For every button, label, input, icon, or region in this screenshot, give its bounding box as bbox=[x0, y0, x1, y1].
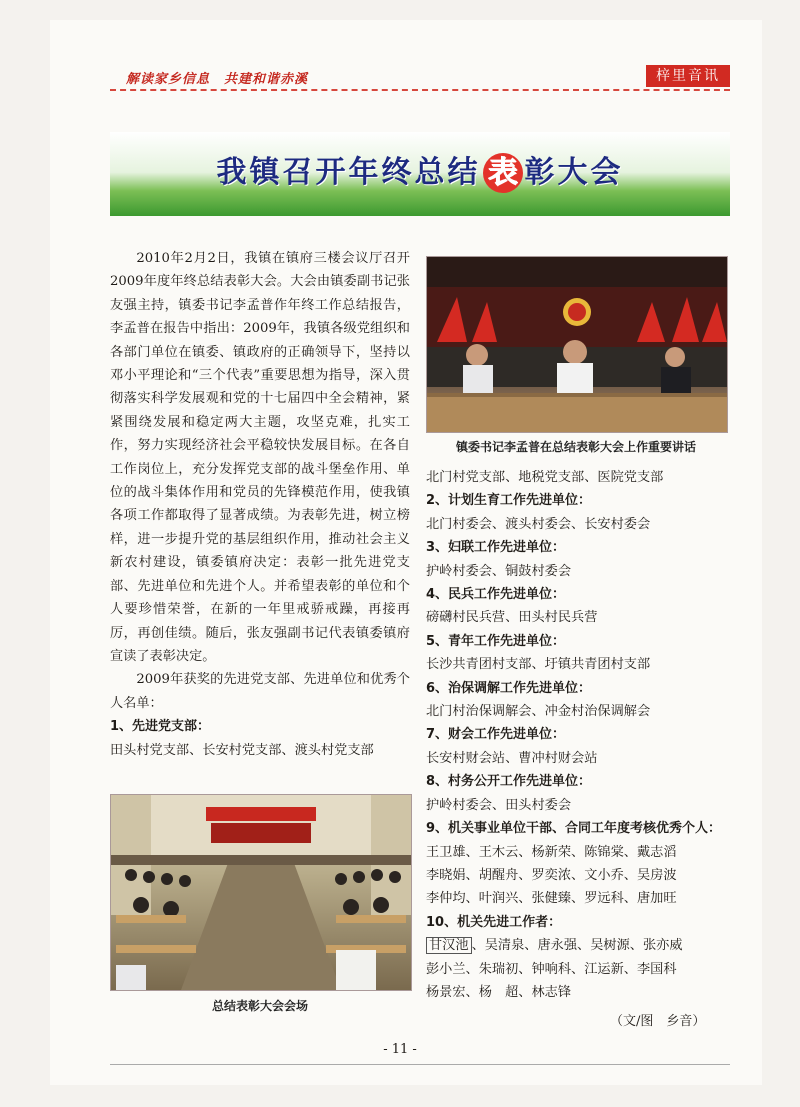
list-heading-4: 4、民兵工作先进单位： bbox=[426, 587, 566, 603]
page-header bbox=[110, 65, 730, 89]
footer-divider bbox=[110, 1064, 730, 1065]
header-divider bbox=[110, 89, 730, 91]
list-heading-7: 7、财会工作先进单位： bbox=[426, 727, 566, 743]
speech-photo bbox=[426, 256, 728, 433]
venue-photo-caption: 总结表彰大会会场 bbox=[211, 999, 308, 1013]
list-line: 北门村委会、渡头村委会、长安村委会 bbox=[426, 516, 651, 532]
list-heading-3: 3、妇联工作先进单位： bbox=[426, 540, 566, 556]
list-line: 护岭村委会、铜鼓村委会 bbox=[426, 563, 572, 579]
header-slogan: 解读家乡信息 共建和谐赤溪 bbox=[126, 72, 309, 87]
list-line: 护岭村委会、田头村委会 bbox=[426, 797, 572, 813]
list-line: 李晓娟、胡醒舟、罗奕浓、文小乔、吴房波 bbox=[426, 867, 677, 883]
list-line: 长沙共青团村支部、圩镇共青团村支部 bbox=[426, 657, 651, 673]
list-heading-5: 5、青年工作先进单位： bbox=[426, 633, 566, 649]
list-heading-8: 8、村务公开工作先进单位： bbox=[426, 774, 592, 790]
venue-photo bbox=[110, 794, 412, 991]
venue-photo-image bbox=[111, 795, 411, 990]
list-line-rest: 、吴清泉、唐永强、吴树源、张亦威 bbox=[471, 938, 683, 954]
list-line: 彭小兰、朱瑞初、钟响科、江运新、李国科 bbox=[426, 961, 677, 977]
list-heading-9: 9、机关事业单位干部、合同工年度考核优秀个人： bbox=[426, 821, 722, 837]
list-line: 李仲均、叶润兴、张健臻、罗远科、唐加旺 bbox=[426, 891, 677, 907]
article-title bbox=[110, 147, 730, 193]
article-credit: （文/图 乡音） bbox=[610, 1014, 706, 1029]
list-line: 北门村治保调解会、冲金村治保调解会 bbox=[426, 704, 651, 720]
speech-photo-image bbox=[427, 257, 727, 432]
list-heading-10: 10、机关先进工作者： bbox=[426, 914, 562, 930]
list-heading-6: 6、治保调解工作先进单位： bbox=[426, 680, 592, 696]
list-heading-2: 2、计划生育工作先进单位： bbox=[426, 493, 592, 509]
body-paragraph-2: 2009年获奖的先进党支部、先进单位和优秀个人名单： bbox=[110, 672, 410, 711]
body-paragraph-1: 2010年2月2日，我镇在镇府三楼会议厅召开2009年度年终总结表彰大会。大会由镇委副书记张友强主持，镇委书记李孟普作年终工作总结报告，李孟普在报告中指出：2009年，我镇各级党组织和各部门单位在镇委、镇政府的正确领导下，坚持以邓小平理论和“三个代表”重要思想为指导，深入贯彻落实科学发展观和党的十七届四中全会精神，紧紧围绕发展和稳定两大主题，攻坚克难，扎实工作，努力实现经济社会平稳较快发展目标。在各自工作岗位上，充分发挥党支部的战斗堡垒作用、单位的战斗集体作用和党员的先锋模范作用，使我镇各项工作都取得了显著成绩。为表彰先进，树立榜样，进一步提升党的基层组织作用，推动社会主义新农村建设，镇委镇府决定：表彰一批先进党支部、先进单位和先进个人。并希望表彰的单位和个人要珍惜荣誉，在新的一年里戒骄戒躁，再接再厉，再创佳绩。随后，张友强副书记代表镇委镇府宣读了表彰决定。 bbox=[110, 251, 410, 664]
list-heading-1: 1、先进党支部： bbox=[110, 719, 211, 735]
section-tag: 梓里音讯 bbox=[646, 65, 730, 87]
list-line: 长安村财会站、曹冲村财会站 bbox=[426, 750, 598, 766]
title-part1: 我镇召开年终总结 bbox=[216, 155, 481, 190]
title-highlight-1: 表 bbox=[483, 153, 523, 193]
speech-photo-caption: 镇委书记李孟普在总结表彰大会上作重要讲话 bbox=[455, 440, 696, 454]
list-line: 北门村党支部、地税党支部、医院党支部 bbox=[426, 470, 664, 485]
list-line: 田头村党支部、长安村党支部、渡头村党支部 bbox=[110, 742, 374, 758]
list-line: 杨景宏、杨 超、林志锋 bbox=[426, 984, 572, 1000]
left-column bbox=[110, 247, 410, 762]
list-line bbox=[426, 934, 726, 957]
list-line: 磅礴村民兵营、田头村民兵营 bbox=[426, 610, 598, 626]
boxed-name: 甘汉池 bbox=[426, 937, 472, 954]
page-number: - 11 - bbox=[383, 1042, 417, 1057]
title-highlight-2: 彰 bbox=[524, 155, 558, 190]
right-column bbox=[426, 466, 726, 1004]
title-part2: 大会 bbox=[557, 155, 624, 190]
list-line: 王卫雄、王木云、杨新荣、陈锦棠、戴志滔 bbox=[426, 844, 677, 860]
title-banner bbox=[110, 132, 730, 216]
